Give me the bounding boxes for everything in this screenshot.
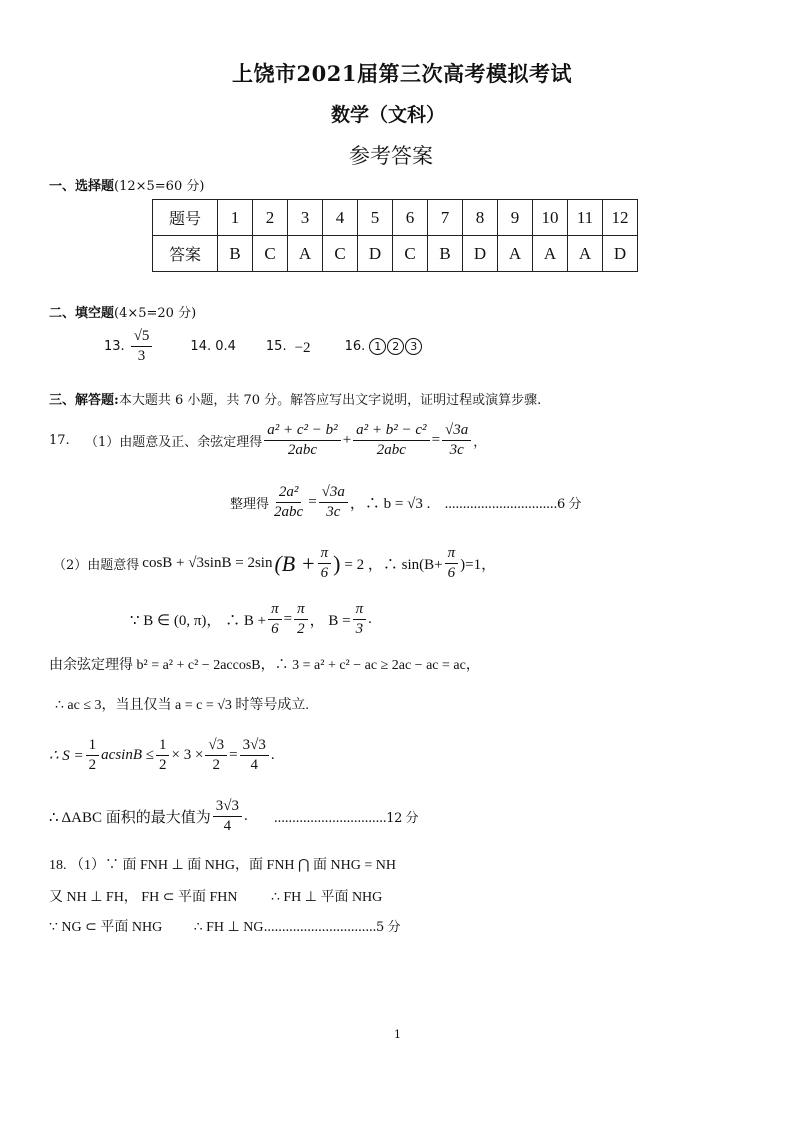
numerator: π xyxy=(294,601,308,620)
question-number: 9 xyxy=(498,200,533,236)
q18-line1: 18. （1）∵ 面 FNH ⊥ 面 NHG，面 FNH ⋂ 面 NHG = NH xyxy=(49,858,396,873)
denominator: 2 xyxy=(88,757,97,774)
period: . xyxy=(368,611,372,628)
section2-heading xyxy=(49,302,196,321)
row-label-number: 题号 xyxy=(153,200,218,236)
q17-fraction-5 xyxy=(319,484,348,522)
q17-part1-text: （1）由题意及正、余弦定理得 xyxy=(85,435,263,451)
q18-line2a: 又 NH ⊥ FH， FH ⊂ 平面 FHN xyxy=(49,890,238,905)
equals-sign: = xyxy=(229,747,238,764)
part2-eq2: = 2 ，∴ sin(B+ xyxy=(344,557,443,574)
denominator: 6 xyxy=(447,565,456,582)
q17-ac-bound: ∴ ac ≤ 3，当且仅当 a = c = √3 时等号成立. xyxy=(55,698,309,713)
score-marker: ...............................12 分 xyxy=(273,811,418,827)
question-number: 7 xyxy=(428,200,463,236)
q13-label: 13. xyxy=(104,339,125,355)
denominator: 2 xyxy=(158,757,167,774)
answer-cell: D xyxy=(463,236,498,272)
q17-cosine-law: 由余弦定理得 b² = a² + c² − 2accosB，∴ 3 = a² + c² − ac ≥ 2ac − ac = ac， xyxy=(49,658,480,673)
page-number: 1 xyxy=(394,1028,401,1041)
question-number: 1 xyxy=(218,200,253,236)
denominator: 4 xyxy=(250,757,258,774)
fill-answers xyxy=(104,328,423,366)
numerator: √3 xyxy=(205,737,227,756)
denominator: 3c xyxy=(326,504,341,521)
s-mid: acsinB ≤ xyxy=(101,747,154,764)
numerator: 1 xyxy=(156,737,170,756)
one-half xyxy=(86,737,100,775)
q17-part2 xyxy=(53,545,496,583)
row-label-answer: 答案 xyxy=(153,236,218,272)
answer-cell: D xyxy=(603,236,638,272)
answer-cell: D xyxy=(358,236,393,272)
answer-cell: A xyxy=(498,236,533,272)
answer-cell: B xyxy=(428,236,463,272)
paren-close: ) xyxy=(333,550,341,576)
q14-answer: 14. 0.4 xyxy=(190,339,236,355)
section2-title: 二、填空题 xyxy=(49,306,115,321)
numerator: π xyxy=(318,545,332,564)
pi-over-2 xyxy=(294,601,308,639)
q18-line2 xyxy=(49,886,382,906)
q17-max-area xyxy=(49,798,418,836)
s-pre: ∴ S = xyxy=(49,748,84,765)
three-root3-over-4 xyxy=(240,737,269,775)
answer-cell: C xyxy=(393,236,428,272)
section3-title: 三、解答题: xyxy=(49,393,119,408)
q17-b-range xyxy=(130,601,372,639)
section1-title: 一、选择题 xyxy=(49,179,115,194)
numerator: a² + b² − c² xyxy=(353,422,429,441)
section1-score: (12×5=60 分) xyxy=(114,179,205,194)
question-number: 3 xyxy=(288,200,323,236)
answer-cell: C xyxy=(323,236,358,272)
equals-sign: = xyxy=(308,494,317,511)
circled-number: 3 xyxy=(405,338,422,355)
table-row xyxy=(153,236,638,272)
max-pre: ∴ ΔABC 面积的最大值为 xyxy=(49,810,211,827)
paren-open: (B + xyxy=(274,550,316,576)
table-row xyxy=(153,200,638,236)
q15-label: 15. xyxy=(265,339,287,355)
numerator: √3a xyxy=(319,484,348,503)
part2-expr: cosB + √3sinB = 2sin xyxy=(142,555,273,572)
answer-key-heading: 参考答案 xyxy=(349,144,433,168)
question-number: 2 xyxy=(253,200,288,236)
equals-sign: = xyxy=(431,432,441,449)
section2-score: (4×5=20 分) xyxy=(114,306,197,321)
equals-sign: = xyxy=(283,611,293,628)
numerator: π xyxy=(445,545,459,564)
question-number: 4 xyxy=(323,200,358,236)
period: . xyxy=(270,747,275,764)
denominator: 2abc xyxy=(274,504,304,521)
section3-desc: 本大题共 6 小题，共 70 分。解答应写出文字说明，证明过程或演算步骤. xyxy=(118,393,542,408)
period: . xyxy=(243,808,248,825)
denominator: 2 xyxy=(212,757,221,774)
answer-cell: C xyxy=(253,236,288,272)
comma: ， xyxy=(473,435,487,451)
answer-table xyxy=(152,199,638,272)
q18-line2b: ∴ FH ⊥ 平面 NHG xyxy=(270,890,383,905)
q17-fraction-4 xyxy=(271,484,306,522)
answer-cell: B xyxy=(218,236,253,272)
denominator: 3 xyxy=(355,621,364,638)
q17-part1 xyxy=(49,422,486,460)
question-number: 8 xyxy=(463,200,498,236)
answer-cell: A xyxy=(568,236,603,272)
pi-over-3 xyxy=(353,601,367,639)
q13-numerator: √5 xyxy=(131,328,153,347)
denominator: 6 xyxy=(271,621,279,638)
pi-over-6 xyxy=(268,601,282,639)
b-result: ，∴ b = √3 . xyxy=(349,496,431,513)
question-number: 10 xyxy=(533,200,568,236)
q17-tidy xyxy=(230,484,581,522)
q17-fraction-1 xyxy=(264,422,340,460)
q16-label: 16. xyxy=(344,339,366,355)
section1-heading xyxy=(49,175,204,194)
question-number: 12 xyxy=(603,200,638,236)
q17-area xyxy=(49,737,275,775)
numerator: a² + c² − b² xyxy=(264,422,340,441)
part2-text: （2）由题意得 xyxy=(53,558,140,574)
plus-sign: + xyxy=(342,432,352,449)
denominator: 2 xyxy=(297,621,305,638)
question-number: 11 xyxy=(568,200,603,236)
denominator: 4 xyxy=(223,818,232,835)
circled-number: 2 xyxy=(387,338,404,355)
answer-cell: A xyxy=(288,236,323,272)
section3-heading xyxy=(49,389,541,408)
denominator: 6 xyxy=(320,565,329,582)
numerator: π xyxy=(268,601,282,620)
tidy-text: 整理得 xyxy=(230,497,270,513)
q17-fraction-3 xyxy=(442,422,471,460)
question-number: 6 xyxy=(393,200,428,236)
q15-answer: −2 xyxy=(294,340,311,357)
score-marker: ...............................6 分 xyxy=(444,497,581,513)
q13-fraction xyxy=(131,328,153,366)
numerator: 1 xyxy=(86,737,100,756)
denominator: 2abc xyxy=(376,442,406,459)
circled-number: 1 xyxy=(369,338,386,355)
b-in-range: ∵ B ∈ (0, π)， ∴ B + xyxy=(130,613,267,630)
three-root3-over-4 xyxy=(213,798,242,836)
one-half xyxy=(156,737,170,775)
q18-line3b: ∴ FH ⊥ NG xyxy=(193,920,264,935)
part2-eq1: )=1， xyxy=(460,557,497,574)
s-mid2: × 3 × xyxy=(171,747,204,764)
answer-cell: A xyxy=(533,236,568,272)
denominator: 3c xyxy=(449,442,464,459)
q13-denominator: 3 xyxy=(137,348,146,365)
numerator: 3√3 xyxy=(213,798,242,817)
question-number: 5 xyxy=(358,200,393,236)
pi-over-6 xyxy=(445,545,459,583)
score-marker: ...............................5 分 xyxy=(263,920,400,935)
b-equals: ， B = xyxy=(309,613,351,630)
numerator: π xyxy=(353,601,367,620)
q17-fraction-2 xyxy=(353,422,429,460)
q16-answer xyxy=(369,338,423,355)
root3-over-2 xyxy=(205,737,227,775)
q18-line3 xyxy=(49,916,400,936)
numerator: √3a xyxy=(442,422,471,441)
q17-label: 17. xyxy=(49,433,70,449)
denominator: 2abc xyxy=(287,442,318,459)
q18-line3a: ∵ NG ⊂ 平面 NHG xyxy=(49,920,163,935)
numerator: 3√3 xyxy=(240,737,269,756)
numerator: 2a² xyxy=(276,484,302,503)
pi-over-6 xyxy=(318,545,332,583)
exam-subtitle: 数学（文科） xyxy=(331,104,446,126)
exam-title: 上饶市2021届第三次高考模拟考试 xyxy=(232,61,572,86)
